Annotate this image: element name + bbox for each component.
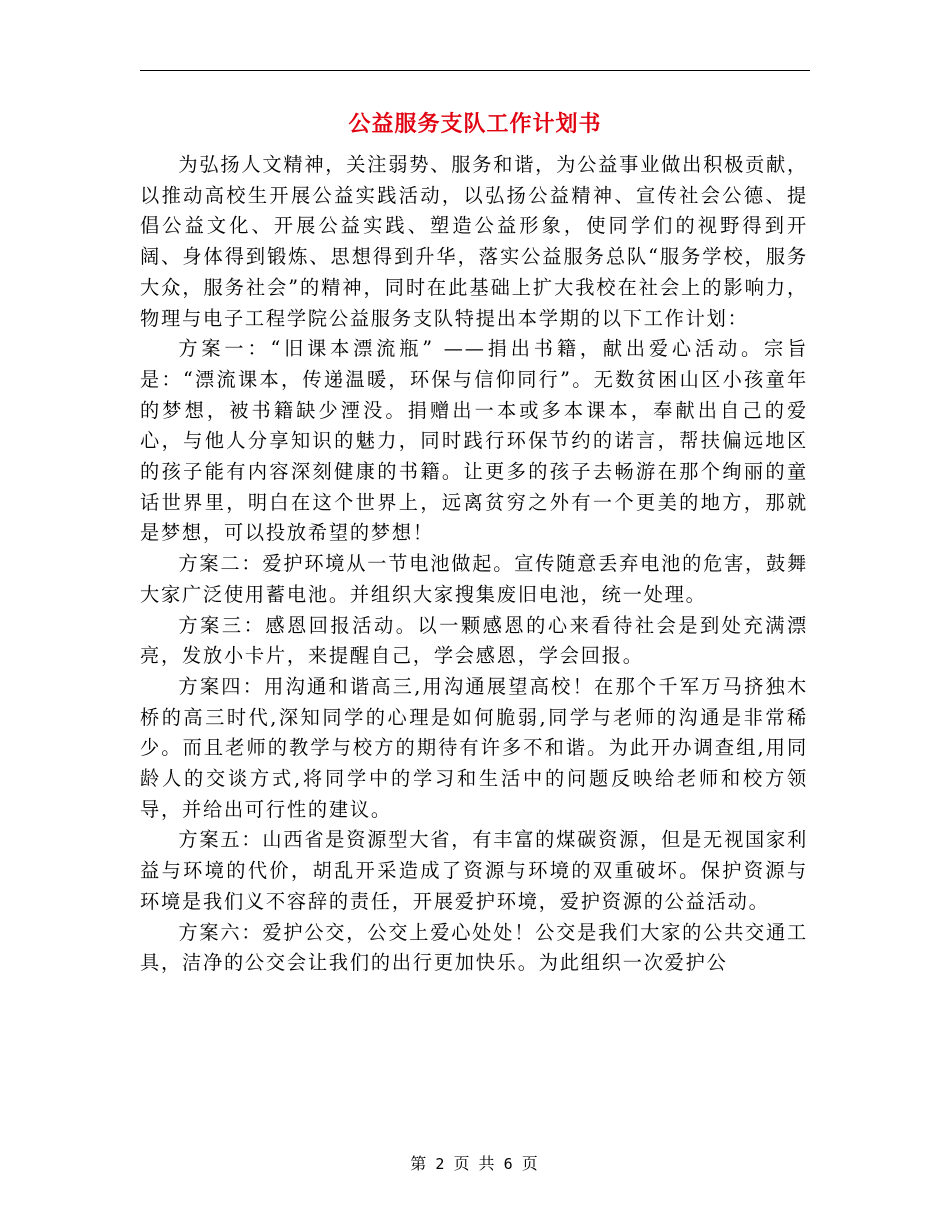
plan-2-paragraph: 方案二：爱护环境从一节电池做起。宣传随意丢弃电池的危害，鼓舞大家广泛使用蓄电池。并组织大家搜集废旧电池，统一处理。 (140, 552, 809, 606)
total-pages-number: 6 (503, 1155, 515, 1173)
plan-3-paragraph: 方案三：感恩回报活动。以一颗感恩的心来看待社会是到处充满漂亮，发放小卡片，来提醒自己，学会感恩，学会回报。 (140, 613, 808, 668)
plan-4-paragraph: 方案四：用沟通和谐高三,用沟通展望高校！在那个千军万马挤独木桥的高三时代,深知同学的心理是如何脆弱,同学与老师的沟通是非常稀少。而且老师的教学与校方的期待有许多不和谐。为此开办调查组,用同龄人的交谈方式,将同学中的学习和生活中的问题反映给老师和校方领导，并给出可行性的建议。 (140, 674, 808, 821)
page-footer (0, 1152, 950, 1176)
plan-5-paragraph: 方案五：山西省是资源型大省，有丰富的煤碳资源，但是无视国家利益与环境的代价，胡乱开采造成了资源与环境的双重破坏。保护资源与环境是我们义不容辞的责任，开展爱护环境，爱护资源的公益活动。 (140, 828, 809, 913)
document-body (140, 150, 808, 979)
plan-6-paragraph: 方案六：爱护公交，公交上爱心处处！公交是我们大家的公共交通工具，洁净的公交会让我们的出行更加快乐。为此组织一次爱护公 (140, 920, 809, 975)
header-rule (140, 70, 810, 71)
document-title: 公益服务支队工作计划书 (348, 112, 602, 137)
current-page-number: 2 (435, 1155, 447, 1173)
footer-middle: 页 共 (453, 1154, 497, 1173)
footer-prefix: 第 (410, 1154, 429, 1173)
intro-paragraph: 为弘扬人文精神，关注弱势、服务和谐，为公益事业做出积极贡献，以推动高校生开展公益实践活动，以弘扬公益精神、宣传社会公德、提倡公益文化、开展公益实践、塑造公益形象，使同学们的视野得到开阔、身体得到锻炼、思想得到升华，落实公益服务总队“服务学校，服务大众，服务社会”的精神，同时在此基础上扩大我校在社会上的影响力，物理与电子工程学院公益服务支队特提出本学期的以下工作计划： (140, 153, 809, 330)
footer-suffix: 页 (521, 1154, 540, 1173)
plan-1-paragraph: 方案一：“旧课本漂流瓶” ——捐出书籍，献出爱心活动。宗旨是：“漂流课本，传递温暖，环保与信仰同行”。无数贫困山区小孩童年的梦想，被书籍缺少湮没。捐赠出一本或多本课本，奉献出自己的爱心，与他人分享知识的魅力，同时践行环保节约的诺言，帮扶偏远地区的孩子能有内容深刻健康的书籍。让更多的孩子去畅游在那个绚丽的童话世界里，明白在这个世界上，远离贫穷之外有一个更美的地方，那就是梦想，可以投放希望的梦想！ (140, 337, 808, 545)
